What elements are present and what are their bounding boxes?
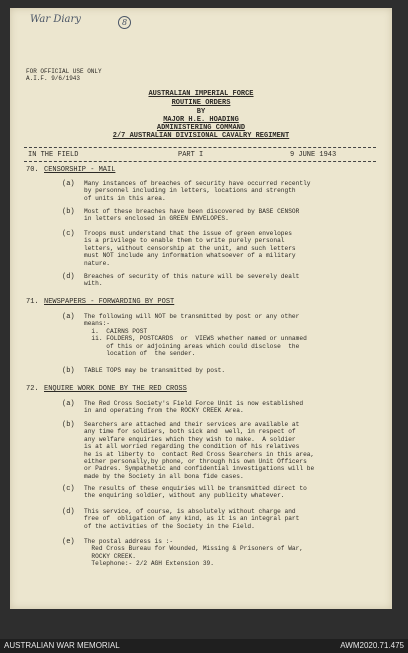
item-text: Breaches of security of this nature will be severely dealt with. <box>84 273 300 288</box>
reference-number: A.I.F. 9/6/1943 <box>26 75 81 82</box>
footer-accession: AWM2020.71.475 <box>340 641 404 650</box>
title-line: 2/7 AUSTRALIAN DIVISIONAL CAVALRY REGIMENT <box>112 132 290 140</box>
section-heading: CENSORSHIP - MAIL <box>44 166 116 174</box>
item-label: (d) <box>62 508 75 516</box>
section-heading: NEWSPAPERS - FORWARDING BY POST <box>44 298 175 306</box>
location-line: IN THE FIELD <box>28 151 79 159</box>
item-label: (a) <box>62 313 75 321</box>
title-line: AUSTRALIAN IMPERIAL FORCE <box>148 90 254 98</box>
title-line: ADMINISTERING COMMAND <box>156 124 246 132</box>
item-label: (b) <box>62 421 75 429</box>
footer-source: AUSTRALIAN WAR MEMORIAL <box>4 641 120 650</box>
item-text: The results of these enquiries will be transmitted direct to the enquiring soldier, without any publicity whatever. <box>84 485 307 500</box>
handwritten-circle: 8 <box>118 16 131 29</box>
title-line: BY <box>196 108 206 116</box>
item-label: (a) <box>62 400 75 408</box>
item-text: This service, of course, is absolutely without charge and free of obligation of any kind, as it is an integral part of the activities of the Society in the Field. <box>84 508 300 530</box>
section-number: 71. <box>26 298 39 306</box>
classification-mark: FOR OFFICIAL USE ONLY <box>26 68 102 75</box>
item-text: The postal address is :- Red Cross Bureau for Wounded, Missing & Prisoners of War, ROCKY CREEK. Telephone:- 2/2 AGH Extension 39. <box>84 538 304 568</box>
order-date: 9 JUNE 1943 <box>290 151 337 159</box>
item-text: The following will NOT be transmitted by post or any other means:- i. CAIRNS POST ii. FOLDERS, POSTCARDS or VIEWS whether named or unnamed of this or adjoining areas which could disclose the location of the sender. <box>84 313 307 358</box>
title-line: ROUTINE ORDERS <box>171 99 231 107</box>
section-number: 70. <box>26 166 39 174</box>
item-label: (c) <box>62 230 75 238</box>
item-text: TABLE TOPS may be transmitted by post. <box>84 367 226 374</box>
item-text: Searchers are attached and their services are available at any time for soldiers, both sick and well, in respect of any welfare enquiries which they wish to make. A soldier is at all worried regarding the condition of his relatives he is at liberty to contact Red Cross Searchers in this area, either personally,by phone, or through his own Unit Officers or Padres. Sympathetic and confidential investigations will be made by the Society in all bona fide cases. <box>84 421 315 480</box>
divider-line <box>24 161 376 162</box>
item-label: (e) <box>62 538 75 546</box>
item-label: (c) <box>62 485 75 493</box>
divider-line <box>24 147 376 148</box>
section-heading: ENQUIRE WORK DONE BY THE RED CROSS <box>44 385 187 393</box>
item-label: (b) <box>62 208 75 216</box>
handwritten-note: War Diary <box>30 14 81 25</box>
section-number: 72. <box>26 385 39 393</box>
item-text: Troops must understand that the issue of green envelopes is a privilege to enable them to write purely personal letters, without censorship at the unit, and such letters must NOT include any information whatsoever of a military nature. <box>84 230 296 267</box>
item-label: (a) <box>62 180 75 188</box>
item-text: Most of these breaches have been discovered by BASE CENSOR in letters enclosed in GREEN ENVELOPES. <box>84 208 300 223</box>
item-label: (b) <box>62 367 75 375</box>
part-number: PART I <box>178 151 204 159</box>
archive-footer <box>0 639 408 653</box>
document-page <box>10 8 392 609</box>
title-line: MAJOR H.E. HOADING <box>163 116 239 124</box>
item-label: (d) <box>62 273 75 281</box>
item-text: Many instances of breaches of security have occurred recently by personnel including in letters, locations and strength of units in this area. <box>84 180 311 202</box>
item-text: The Red Cross Society's Field Force Unit is now established in and operating from the ROCKY CREEK Area. <box>84 400 304 415</box>
